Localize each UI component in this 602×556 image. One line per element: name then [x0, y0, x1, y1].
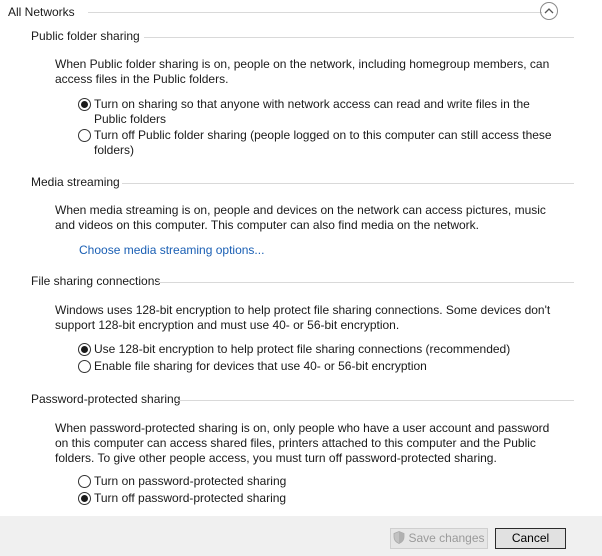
password-sharing-on-option[interactable] [78, 474, 558, 490]
media-streaming-options-link[interactable]: Choose media streaming options... [79, 243, 265, 257]
shield-icon [393, 531, 405, 544]
public-sharing-on-label[interactable]: Turn on sharing so that anyone with network access can read and write files in the Public folders [94, 97, 530, 126]
file-sharing-description: Windows uses 128-bit encryption to help protect file sharing connections. Some devices don't support 128-bit encryption and must use 40- or 56-bit encryption. [55, 303, 551, 332]
all-networks-title: All Networks [8, 5, 75, 19]
section-divider [158, 282, 574, 283]
section-divider [122, 183, 574, 184]
public-sharing-off-label[interactable]: Turn off Public folder sharing (people logged on to this computer can still access these folders) [94, 128, 552, 157]
public-sharing-off-radio[interactable] [78, 129, 91, 142]
section-divider [144, 37, 574, 38]
cancel-button[interactable]: Cancel [495, 528, 566, 549]
media-streaming-title: Media streaming [31, 175, 120, 189]
encryption-40-56-radio[interactable] [78, 360, 91, 373]
encryption-40-56-option[interactable] [78, 359, 558, 375]
save-changes-button[interactable] [390, 528, 488, 549]
password-sharing-on-label[interactable]: Turn on password-protected sharing [94, 474, 287, 488]
password-sharing-description: When password-protected sharing is on, only people who have a user account and password on this computer can access shared files, printers attached to this computer and the Public folders. To give other people access, you must turn off password-protected sharing. [55, 421, 550, 465]
password-sharing-off-label[interactable]: Turn off password-protected sharing [94, 491, 287, 505]
save-changes-label: Save changes [408, 531, 485, 545]
file-sharing-connections-title: File sharing connections [31, 274, 161, 288]
password-protected-sharing-title: Password-protected sharing [31, 392, 181, 406]
encryption-128-radio[interactable] [78, 343, 91, 356]
public-folder-description: When Public folder sharing is on, people on the network, including homegroup members, can access files in the Public folders. [55, 57, 550, 86]
all-networks-header [8, 4, 594, 20]
public-sharing-on-option[interactable] [78, 97, 558, 127]
media-streaming-description: When media streaming is on, people and devices on the network can access pictures, music and videos on this computer. This computer can also find media on the network. [55, 203, 546, 232]
encryption-40-56-label[interactable]: Enable file sharing for devices that use 40- or 56-bit encryption [94, 359, 427, 373]
collapse-button[interactable] [540, 2, 558, 20]
password-sharing-off-option[interactable] [78, 491, 558, 507]
encryption-128-option[interactable] [78, 342, 558, 358]
encryption-128-label[interactable]: Use 128-bit encryption to help protect file sharing connections (recommended) [94, 342, 511, 356]
section-divider [177, 400, 574, 401]
header-divider [88, 12, 542, 13]
chevron-up-icon [544, 7, 554, 14]
public-sharing-on-radio[interactable] [78, 98, 91, 111]
public-folder-sharing-title: Public folder sharing [31, 29, 140, 43]
password-sharing-on-radio[interactable] [78, 475, 91, 488]
public-sharing-off-option[interactable] [78, 128, 558, 158]
password-sharing-off-radio[interactable] [78, 492, 91, 505]
